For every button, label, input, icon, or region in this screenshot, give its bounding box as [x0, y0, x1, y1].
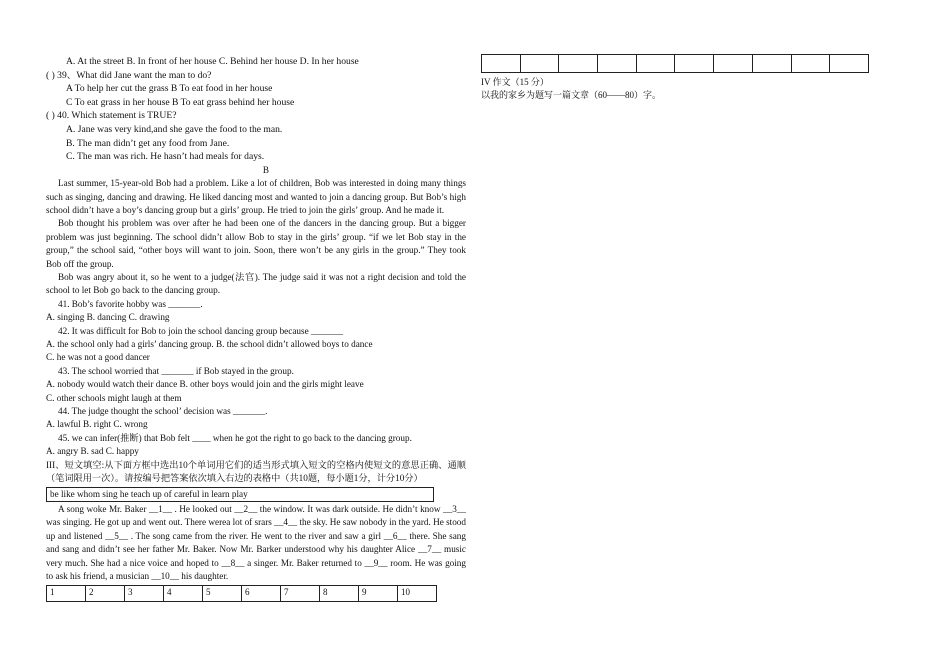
answer-grid-row — [482, 55, 869, 73]
question-41: 41. Bob’s favorite hobby was _______. — [58, 298, 203, 309]
question-42: 42. It was difficult for Bob to join the school dancing group because _______ — [58, 325, 344, 336]
answer-grid-cell[interactable] — [791, 55, 830, 73]
q39-option-row: A To help her cut the grass B To eat food in her house — [66, 83, 273, 95]
answer-cell[interactable]: 5 — [203, 586, 242, 602]
section-4-heading: IV 作文（15 分） — [481, 77, 549, 87]
q40-question: ( ) 40. Which statement is TRUE? — [46, 110, 177, 122]
options-42-c: C. he was not a good dancer — [46, 352, 150, 363]
answer-cell[interactable]: 9 — [359, 586, 398, 602]
answer-cell[interactable]: 6 — [242, 586, 281, 602]
answer-grid-cell[interactable] — [675, 55, 714, 73]
q40-option: A. Jane was very kind,and she gave the food to the man. — [66, 123, 283, 135]
section-3-instructions: III、短文填空:从下面方框中选出10个单词用它们的适当形式填入短文的空格内使短文的意思正确、通顺（笔词限用一次）。请按编号把答案依次填入右边的表格中（共10题，每小题1分，计分10分） — [46, 459, 466, 484]
question-45: 45. we can infer(推断) that Bob felt ____ when he got the right to go back to the dancing group. — [58, 432, 412, 443]
answer-table — [46, 585, 437, 602]
answer-grid-cell[interactable] — [559, 55, 598, 73]
answer-cell[interactable]: 8 — [320, 586, 359, 602]
q40-option: C. The man was rich. He hasn’t had meals for days. — [66, 151, 265, 163]
answer-cell[interactable]: 10 — [398, 586, 437, 602]
q40-option: B. The man didn’t get any food from Jane. — [66, 137, 230, 149]
answer-grid-cell[interactable] — [520, 55, 559, 73]
section-b-heading: B — [262, 164, 270, 175]
left-column — [46, 55, 466, 602]
q38-options: A. At the street B. In front of her house C. Behind her house D. In her house — [66, 56, 359, 67]
answer-grid-cell[interactable] — [636, 55, 675, 73]
passage-paragraph: Bob was angry about it, so he went to a judge(法官). The judge said it was not a right decision and told the school to let Bob go back to the dancing group. — [46, 272, 466, 296]
options-41: A. singing B. dancing C. drawing — [46, 312, 170, 323]
options-45: A. angry B. sad C. happy — [46, 446, 139, 457]
answer-cell[interactable]: 1 — [47, 586, 86, 602]
q39-option-row: C To eat grass in her house B To eat grass behind her house — [66, 96, 295, 108]
answer-grid-cell[interactable] — [830, 55, 869, 73]
options-42: A. the school only had a girls’ dancing group. B. the school didn’t allowed boys to dance — [46, 339, 373, 350]
essay-prompt: 以我的家乡为题写一篇文章（60——80）字。 — [481, 90, 662, 100]
answer-grid-top — [481, 54, 869, 73]
options-44: A. lawful B. right C. wrong — [46, 419, 148, 430]
answer-grid-cell[interactable] — [714, 55, 753, 73]
options-43-c: C. other schools might laugh at them — [46, 392, 182, 403]
passage-paragraph: Bob thought his problem was over after he had been one of the dancers in the dancing group. But a bigger problem was just beginning. The school didn’t allow Bob to stay in the girls’ group. “if we let Bob stay in the group,” the school said, “other boys will want to join. Soon, there won’t be any girls in the group.” They took Bob off the group. — [46, 218, 466, 269]
answer-grid-cell[interactable] — [482, 55, 521, 73]
answer-cell[interactable]: 4 — [164, 586, 203, 602]
answer-cell[interactable]: 2 — [86, 586, 125, 602]
question-43: 43. The school worried that _______ if Bob stayed in the group. — [58, 365, 294, 376]
answer-grid-cell[interactable] — [752, 55, 791, 73]
cloze-passage: A song woke Mr. Baker __1__ . He looked out __2__ the window. It was dark outside. He didn’t know __3__ was singing. He got up and went out. There werea lot of srars __4__ the sky. He saw nobody in the yard. He stood up and listened __5__ . The song came from the river. He went to the river and saw a girl __6__ there. She sang and sang and didn’t see her father Mr. Baker. Now Mr. Barker understood why his daughter Alice __7__ music very much. She had a nice voice and hoped to __8__ a singer. Mr. Baker returned to __9__ room. He was going to ask his friend, a musician __10__ his daughter. — [46, 503, 466, 581]
word-bank-box: be like whom sing he teach up of careful in learn play — [46, 487, 434, 502]
passage-paragraph: Last summer, 15-year-old Bob had a problem. Like a lot of children, Bob was interested in doing many things such as singing, dancing and drawing. He liked dancing most and wanted to join a dancing group. But Bob’s high school didn’t have a boy’s dancing group but a girls’ group. He tried to join the girls’ group. And he made it. — [46, 178, 466, 215]
question-44: 44. The judge thought the school’ decision was _______. — [58, 406, 268, 417]
q39-question: ( ) 39、What did Jane want the man to do? — [46, 69, 212, 81]
answer-cell[interactable]: 7 — [281, 586, 320, 602]
answer-cell[interactable]: 3 — [125, 586, 164, 602]
options-43: A. nobody would watch their dance B. other boys would join and the girls might leave — [46, 379, 364, 390]
answer-table-row — [47, 586, 437, 602]
answer-grid-cell[interactable] — [598, 55, 637, 73]
right-column — [481, 54, 869, 102]
